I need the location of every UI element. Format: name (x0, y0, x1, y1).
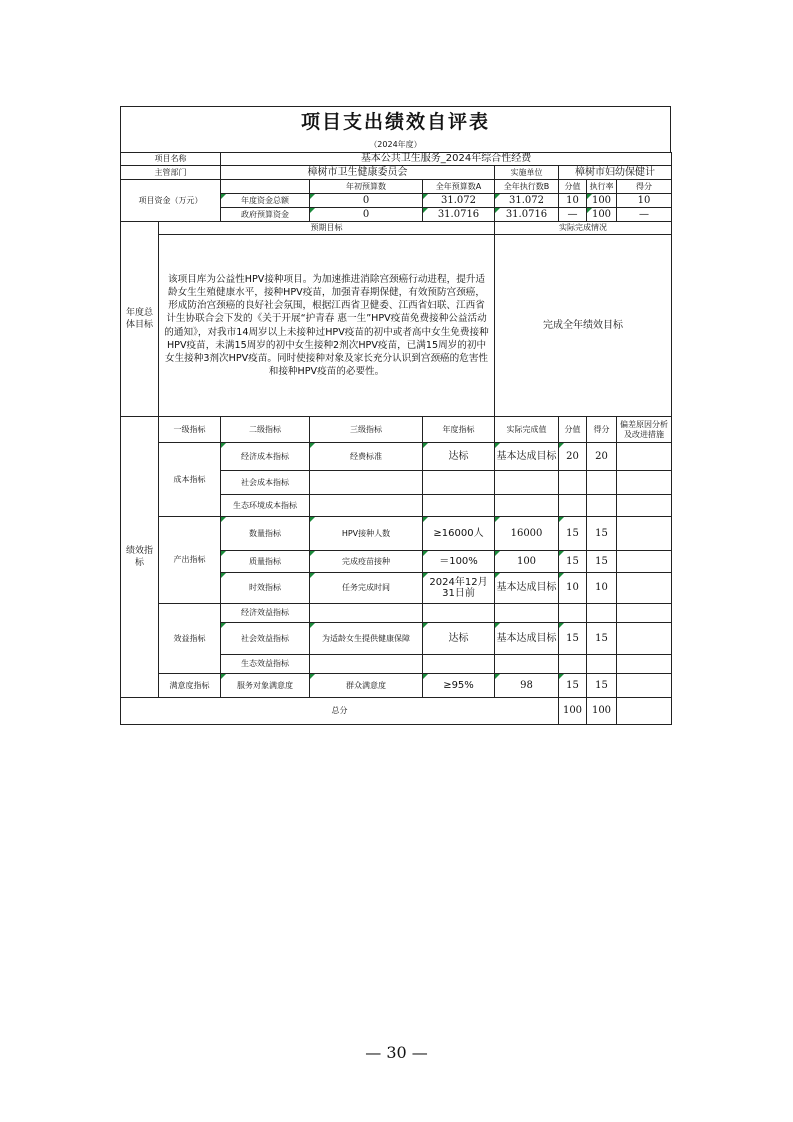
goals-expected-header: 预期目标 (159, 222, 495, 235)
ind-score (587, 604, 617, 623)
ind-level3: HPV接种人数 (310, 517, 423, 551)
form-year: （2024年度） (120, 138, 671, 152)
page-number: — 30 — (365, 1043, 428, 1062)
project-name-label: 项目名称 (121, 153, 221, 166)
funds-score: — (617, 208, 672, 222)
ind-weight (559, 495, 587, 517)
ind-analysis (617, 655, 672, 674)
ind-target (423, 655, 495, 674)
ind-actual: 98 (495, 674, 559, 698)
ind-target (423, 495, 495, 517)
dept-value: 樟树市卫生健康委员会 (221, 166, 495, 180)
ind-weight: 15 (559, 551, 587, 573)
ind-score: 20 (587, 443, 617, 471)
ind-level3: 任务完成时间 (310, 573, 423, 604)
ind-header-target: 年度指标 (423, 417, 495, 443)
dept-label: 主管部门 (121, 166, 221, 180)
ind-level2: 生态效益指标 (221, 655, 310, 674)
ind-analysis (617, 604, 672, 623)
ind-header-level2: 二级指标 (221, 417, 310, 443)
ind-weight (559, 655, 587, 674)
indicators-side-label: 绩效指标 (121, 417, 159, 698)
ind-score: 15 (587, 623, 617, 655)
ind-actual: 基本达成目标 (495, 573, 559, 604)
ind-level3 (310, 471, 423, 495)
ind-score: 15 (587, 674, 617, 698)
ind-analysis (617, 471, 672, 495)
funds-header-rate: 执行率 (587, 180, 617, 194)
ind-target (423, 471, 495, 495)
funds-header-weight: 分值 (559, 180, 587, 194)
ind-weight: 10 (559, 573, 587, 604)
ind-level2: 生态环境成本指标 (221, 495, 310, 517)
ind-level3 (310, 604, 423, 623)
group-benefit: 效益指标 (159, 604, 221, 674)
ind-level2: 社会成本指标 (221, 471, 310, 495)
indicator-row (121, 674, 672, 698)
ind-level2: 经济成本指标 (221, 443, 310, 471)
ind-score (587, 655, 617, 674)
funds-rate: 100 (587, 208, 617, 222)
ind-analysis (617, 443, 672, 471)
ind-analysis (617, 623, 672, 655)
ind-actual (495, 495, 559, 517)
ind-header-analysis: 偏差原因分析及改进措施 (617, 417, 672, 443)
ind-level3: 经费标准 (310, 443, 423, 471)
ind-target: ＝100% (423, 551, 495, 573)
total-label: 总分 (121, 698, 559, 725)
goals-side-label: 年度总体目标 (121, 222, 159, 417)
funds-score: 10 (617, 194, 672, 208)
funds-header-blank (221, 180, 310, 194)
ind-weight: 15 (559, 517, 587, 551)
ind-level2: 数量指标 (221, 517, 310, 551)
ind-target: ≥16000人 (423, 517, 495, 551)
ind-score: 15 (587, 517, 617, 551)
funds-row-label: 年度资金总额 (221, 194, 310, 208)
funds-initial: 0 (310, 194, 423, 208)
ind-score (587, 471, 617, 495)
indicator-row (121, 443, 672, 471)
funds-header-initial: 年初预算数 (310, 180, 423, 194)
funds-initial: 0 (310, 208, 423, 222)
ind-target: 2024年12月31日前 (423, 573, 495, 604)
impl-label: 实施单位 (495, 166, 559, 180)
funds-weight: 10 (559, 194, 587, 208)
ind-actual (495, 471, 559, 495)
ind-header-score: 得分 (587, 417, 617, 443)
ind-level3 (310, 495, 423, 517)
funds-annual: 31.072 (423, 194, 495, 208)
total-weight: 100 (559, 698, 587, 725)
funds-header-executed: 全年执行数B (495, 180, 559, 194)
ind-level3: 完成疫苗接种 (310, 551, 423, 573)
total-score: 100 (587, 698, 617, 725)
ind-analysis (617, 495, 672, 517)
ind-analysis (617, 573, 672, 604)
group-output: 产出指标 (159, 517, 221, 604)
ind-level3: 群众满意度 (310, 674, 423, 698)
ind-target: 达标 (423, 623, 495, 655)
ind-target (423, 604, 495, 623)
ind-target: ≥95% (423, 674, 495, 698)
ind-score (587, 495, 617, 517)
ind-header-actual: 实际完成值 (495, 417, 559, 443)
ind-weight: 20 (559, 443, 587, 471)
ind-actual: 100 (495, 551, 559, 573)
ind-weight (559, 604, 587, 623)
funds-annual: 31.0716 (423, 208, 495, 222)
ind-weight (559, 471, 587, 495)
evaluation-table (120, 152, 672, 725)
goals-actual-header: 实际完成情况 (495, 222, 672, 235)
ind-header-weight: 分值 (559, 417, 587, 443)
impl-value: 樟树市妇幼保健计 (559, 166, 672, 180)
funds-header-annual: 全年预算数A (423, 180, 495, 194)
project-name-value: 基本公共卫生服务_2024年综合性经费 (221, 153, 672, 166)
ind-level3: 为适龄女生提供健康保障 (310, 623, 423, 655)
funds-executed: 31.0716 (495, 208, 559, 222)
funds-row-label: 政府预算资金 (221, 208, 310, 222)
self-evaluation-form (120, 106, 671, 725)
ind-level2: 服务对象满意度 (221, 674, 310, 698)
ind-actual: 基本达成目标 (495, 623, 559, 655)
ind-score: 15 (587, 551, 617, 573)
goals-actual-text: 完成全年绩效目标 (495, 235, 672, 417)
group-satisfaction: 满意度指标 (159, 674, 221, 698)
form-title: 项目支出绩效自评表 (120, 106, 671, 138)
ind-level2: 质量指标 (221, 551, 310, 573)
ind-header-level1: 一级指标 (159, 417, 221, 443)
total-blank (617, 698, 672, 725)
indicator-row (121, 517, 672, 551)
funds-rate: 100 (587, 194, 617, 208)
goals-expected-text: 该项目库为公益性HPV接种项目。为加速推进消除宫颈癌行动进程，提升适龄女生生殖健康水平，接种HPV疫苗，加强青春期保健，有效预防宫颈癌，形成防治宫颈癌的良好社会氛围，根据江西省卫健委、江西省妇联、江西省计生协联合会下发的《关于开展“护青春 惠一生”HPV疫苗免费接种公益活动的通知》，对我市14周岁以上未接种过HPV疫苗的初中或者高中女生免费接种HPV疫苗，未满15周岁的初中女生接种2剂次HPV疫苗，已满15周岁的初中女生接种3剂次HPV疫苗。同时使接种对象及家长充分认识到宫颈癌的危害性和接种HPV疫苗的必要性。 (159, 235, 495, 417)
ind-level3 (310, 655, 423, 674)
ind-weight: 15 (559, 623, 587, 655)
ind-actual: 16000 (495, 517, 559, 551)
ind-level2: 社会效益指标 (221, 623, 310, 655)
ind-analysis (617, 551, 672, 573)
ind-score: 10 (587, 573, 617, 604)
funds-header-score: 得分 (617, 180, 672, 194)
ind-target: 达标 (423, 443, 495, 471)
ind-header-level3: 三级指标 (310, 417, 423, 443)
funds-weight: — (559, 208, 587, 222)
ind-actual: 基本达成目标 (495, 443, 559, 471)
funds-label: 项目资金（万元） (121, 180, 221, 222)
ind-analysis (617, 517, 672, 551)
ind-weight: 15 (559, 674, 587, 698)
ind-level2: 经济效益指标 (221, 604, 310, 623)
ind-analysis (617, 674, 672, 698)
ind-actual (495, 604, 559, 623)
group-cost: 成本指标 (159, 443, 221, 517)
funds-executed: 31.072 (495, 194, 559, 208)
ind-actual (495, 655, 559, 674)
indicator-row (121, 604, 672, 623)
ind-level2: 时效指标 (221, 573, 310, 604)
